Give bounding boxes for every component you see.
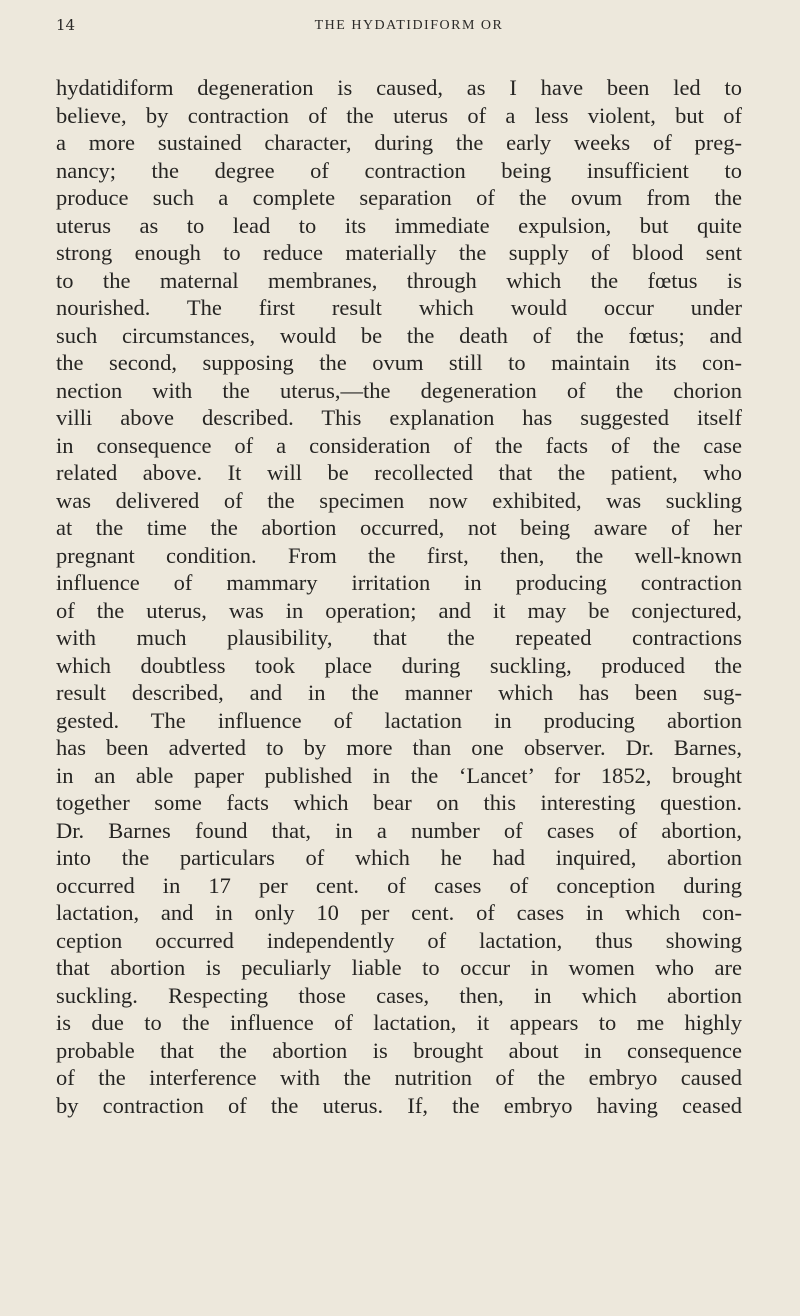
text-line: of the interference with the nutrition of the embryo caused xyxy=(56,1065,742,1090)
text-line: in an able paper published in the ‘Lancet’ for 1852, brought xyxy=(56,762,742,788)
text-line: the second, supposing the ovum still to maintain its con- xyxy=(56,350,742,375)
text-line: gested. The influence of lactation in producing abortion xyxy=(56,707,742,733)
text-line: nancy; the degree of contraction being insufficient to xyxy=(56,157,742,183)
text-line: by contraction of the uterus. If, the embryo having ceased xyxy=(56,1092,742,1118)
text-line: a more sustained character, during the early weeks of preg- xyxy=(56,130,742,155)
text-line: pregnant condition. From the first, then, the well-known xyxy=(56,542,742,568)
text-line: with much plausibility, that the repeated contractions xyxy=(56,625,742,650)
text-line: which doubtless took place during suckling, produced the xyxy=(56,652,742,678)
text-line: produce such a complete separation of the ovum from the xyxy=(56,185,742,210)
text-line: related above. It will be recollected that the patient, who xyxy=(56,460,742,485)
text-line: ception occurred independently of lactation, thus showing xyxy=(56,927,742,953)
text-line: lactation, and in only 10 per cent. of cases in which con- xyxy=(56,900,742,925)
text-line: probable that the abortion is brought about in consequence xyxy=(56,1037,742,1063)
text-line: hydatidiform degeneration is caused, as I have been led to xyxy=(56,75,742,100)
text-line: result described, and in the manner which has been sug- xyxy=(56,680,742,705)
page-number: 14 xyxy=(56,16,76,34)
text-line: to the maternal membranes, through which the fœtus is xyxy=(56,267,742,293)
text-line: nection with the uterus,—the degeneration of the chorion xyxy=(56,377,742,403)
text-line: has been adverted to by more than one observer. Dr. Barnes, xyxy=(56,735,742,760)
text-line: Dr. Barnes found that, in a number of cases of abortion, xyxy=(56,817,742,843)
text-line: was delivered of the specimen now exhibited, was suckling xyxy=(56,487,742,513)
text-line: that abortion is peculiarly liable to occur in women who are xyxy=(56,955,742,980)
running-head: THE HYDATIDIFORM OR xyxy=(314,18,504,33)
text-line: suckling. Respecting those cases, then, in which abortion xyxy=(56,982,742,1008)
text-line: strong enough to reduce materially the supply of blood sent xyxy=(56,240,742,265)
text-line: at the time the abortion occurred, not being aware of her xyxy=(56,515,742,540)
text-line: occurred in 17 per cent. of cases of conception during xyxy=(56,872,742,898)
text-line: is due to the influence of lactation, it appears to me highly xyxy=(56,1010,742,1035)
text-line: believe, by contraction of the uterus of a less violent, but of xyxy=(56,102,742,128)
text-line: such circumstances, would be the death of the fœtus; and xyxy=(56,322,742,348)
body-text xyxy=(56,74,742,1119)
text-line: into the particulars of which he had inquired, abortion xyxy=(56,845,742,870)
text-line: of the uterus, was in operation; and it may be conjectured, xyxy=(56,597,742,623)
text-line: together some facts which bear on this interesting question. xyxy=(56,790,742,815)
text-line: nourished. The first result which would occur under xyxy=(56,295,742,320)
text-line: uterus as to lead to its immediate expulsion, but quite xyxy=(56,212,742,238)
text-line: in consequence of a consideration of the facts of the case xyxy=(56,432,742,458)
text-line: influence of mammary irritation in producing contraction xyxy=(56,570,742,595)
text-line: villi above described. This explanation has suggested itself xyxy=(56,405,742,430)
